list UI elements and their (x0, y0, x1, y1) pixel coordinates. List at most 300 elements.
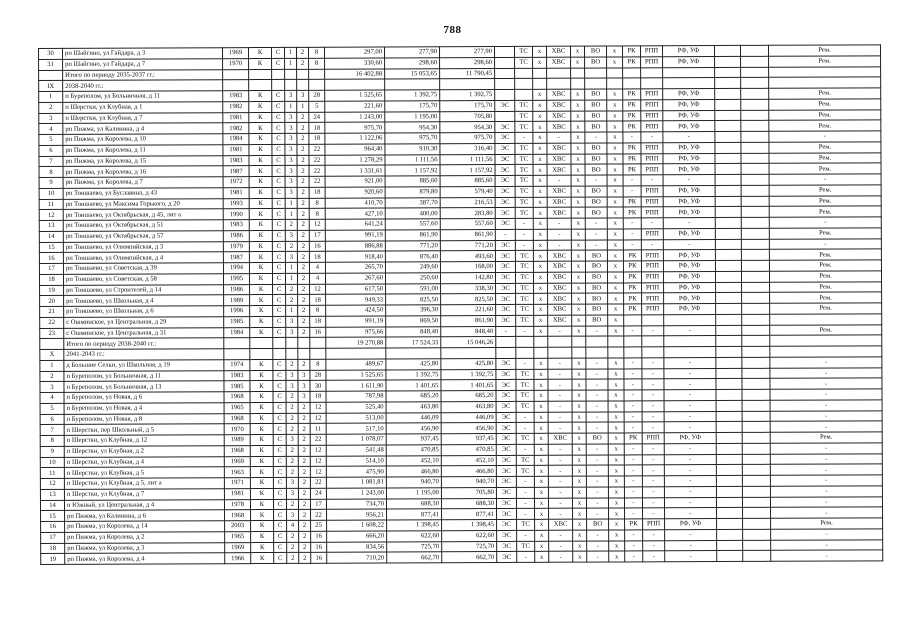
table-cell: - (516, 326, 534, 337)
table-cell: х (608, 444, 624, 455)
table-cell: 3 (286, 370, 298, 381)
table-cell: 1 081,81 (326, 477, 386, 488)
table-cell: 1984 (223, 134, 249, 145)
table-cell (286, 338, 298, 349)
table-cell: ЭС (495, 132, 515, 143)
table-cell: 175,70 (440, 100, 495, 111)
table-cell: 2 (299, 531, 311, 542)
table-cell (742, 443, 770, 454)
table-cell (716, 443, 742, 454)
table-cell: 17 (41, 532, 65, 543)
table-cell: 2 (298, 467, 310, 478)
table-cell: - (769, 131, 881, 142)
table-cell: рп Тоншаево, ул Октябрьская, д 57 (63, 230, 223, 241)
table-cell: ЭС (496, 412, 516, 423)
table-cell: С (272, 144, 285, 155)
table-cell: 2 (297, 219, 309, 230)
table-cell: РФ, УФ (663, 261, 715, 272)
table-cell (741, 174, 769, 185)
table-cell: х (534, 380, 548, 391)
table-cell: РК (624, 304, 642, 315)
table-cell (664, 347, 716, 358)
table-cell: х (608, 476, 624, 487)
table-cell: - (586, 444, 608, 455)
table-cell: ЭС (497, 541, 517, 552)
table-cell: 861,90 (441, 315, 496, 326)
table-cell: К (250, 370, 273, 381)
table-cell: 1995 (223, 273, 249, 284)
table-cell: К (250, 434, 273, 445)
table-cell: 617,50 (326, 283, 386, 294)
table-cell: 456,90 (441, 423, 496, 434)
table-cell: 877,41 (387, 509, 442, 520)
table-cell: 734,70 (326, 498, 386, 509)
table-cell: РФ, УФ (664, 293, 716, 304)
table-cell: - (642, 422, 664, 433)
table-cell: ЭС (496, 487, 516, 498)
table-cell: 825,50 (441, 294, 496, 305)
table-cell: - (548, 379, 572, 390)
table-cell: х (607, 143, 623, 154)
table-cell: 879,80 (385, 186, 440, 197)
table-cell: К (249, 123, 272, 134)
table-cell: С (272, 209, 285, 220)
table-cell: х (572, 315, 586, 326)
table-cell: 2 (298, 488, 310, 499)
table-cell (742, 314, 770, 325)
table-cell: - (623, 132, 641, 143)
table-cell: 16 (311, 542, 327, 553)
table-cell: 3 (286, 381, 298, 392)
table-cell: - (516, 444, 534, 455)
table-cell: ВО (585, 111, 607, 122)
table-cell (714, 45, 740, 56)
table-cell: 1 111,56 (385, 154, 440, 165)
table-cell: ЭС (495, 165, 515, 176)
table-cell: К (250, 499, 273, 510)
table-cell: РПП (641, 121, 663, 132)
table-cell (585, 78, 607, 89)
table-cell: - (770, 421, 882, 432)
table-cell (441, 348, 496, 359)
table-cell: 18 (309, 251, 325, 262)
table-cell: - (642, 379, 664, 390)
table-cell: - (585, 218, 607, 229)
table-cell: РК (623, 153, 641, 164)
table-cell (608, 336, 624, 347)
table-cell: 8 (309, 198, 325, 209)
table-cell (715, 239, 741, 250)
table-row (41, 550, 883, 564)
table-cell: 2 (286, 402, 298, 413)
table-cell (741, 228, 769, 239)
table-cell: - (664, 454, 716, 465)
table-cell: РФ, УФ (663, 185, 715, 196)
table-cell: - (643, 551, 665, 562)
table-cell: 1969 (224, 456, 250, 467)
table-cell (770, 314, 882, 325)
table-cell: х (571, 218, 585, 229)
table-cell (741, 131, 769, 142)
table-cell (742, 368, 770, 379)
table-cell: 13 (39, 220, 63, 231)
table-cell (273, 338, 286, 349)
table-cell: х (607, 132, 623, 143)
table-cell (586, 336, 608, 347)
table-cell: РФ, УФ (662, 46, 714, 57)
table-cell: ТС (516, 466, 534, 477)
table-cell: 221,60 (325, 101, 385, 112)
table-cell: 2 (299, 553, 311, 564)
table-cell: 3 (298, 370, 310, 381)
table-cell: х (534, 283, 548, 294)
table-cell (298, 348, 310, 359)
table-cell: 2 (287, 531, 299, 542)
table-cell: 2 (298, 402, 310, 413)
table-cell: 15 (41, 511, 65, 522)
table-cell: 3 (287, 510, 299, 521)
table-cell: 685,20 (386, 391, 441, 402)
table-cell: 1969 (225, 542, 251, 553)
table-cell: 1981 (224, 488, 250, 499)
table-cell: - (547, 240, 571, 251)
table-cell (741, 99, 769, 110)
table-cell: 475,90 (326, 466, 386, 477)
table-cell: К (250, 413, 273, 424)
table-cell: 1979 (223, 241, 249, 252)
table-cell: х (573, 508, 587, 519)
table-cell: 1 398,45 (387, 520, 442, 531)
table-cell: п Шерстки, ул Клубная, д 7 (64, 488, 224, 499)
table-cell: РПП (641, 164, 663, 175)
table-cell: - (586, 379, 608, 390)
table-cell: РК (623, 57, 641, 68)
table-cell: ХВС (547, 100, 571, 111)
table-cell: 3 (286, 488, 298, 499)
table-cell (297, 80, 309, 91)
table-cell: ЭС (497, 519, 517, 530)
table-cell: 1 (297, 101, 309, 112)
table-cell: 861,90 (440, 229, 495, 240)
table-cell: - (549, 541, 573, 552)
table-cell: х (572, 326, 586, 337)
table-cell: 8 (310, 359, 326, 370)
table-cell: х (572, 412, 586, 423)
table-cell: 1965 (224, 402, 250, 413)
table-cell: - (771, 529, 883, 540)
table-cell: - (642, 454, 664, 465)
table-cell (716, 314, 742, 325)
table-cell: ТС (515, 100, 533, 111)
table-cell: х (607, 229, 623, 240)
table-cell: 18 (310, 316, 326, 327)
table-cell: 15 046,26 (441, 337, 496, 348)
page-number: 788 (443, 24, 462, 36)
table-cell: п Буреполом, ул Новая, д 4 (64, 402, 224, 413)
table-cell: - (549, 551, 573, 562)
table-cell: 11 (310, 423, 326, 434)
table-cell: 2 (297, 112, 309, 123)
table-cell: 1 608,22 (327, 520, 387, 531)
table-cell: ХВС (548, 315, 572, 326)
table-cell: - (548, 444, 572, 455)
table-cell (742, 346, 770, 357)
table-cell (325, 79, 385, 90)
table-cell: - (586, 390, 608, 401)
table-cell (572, 347, 586, 358)
table-cell: 1972 (223, 177, 249, 188)
table-cell: 910,30 (385, 143, 440, 154)
table-cell: - (625, 530, 643, 541)
table-cell: ВО (585, 250, 607, 261)
table-cell: РФ, УФ (663, 99, 715, 110)
table-cell: х (607, 153, 623, 164)
table-cell: х (571, 175, 585, 186)
table-cell: х (608, 401, 624, 412)
table-cell: 15 (39, 242, 63, 253)
table-cell: К (250, 424, 273, 435)
table-cell: 662,70 (442, 552, 497, 563)
table-cell: 142,80 (440, 272, 495, 283)
table-cell (607, 78, 623, 89)
table-cell: х (572, 476, 586, 487)
table-cell: С (273, 402, 286, 413)
table-cell: 2 (297, 187, 309, 198)
table-cell: - (586, 401, 608, 412)
table-cell: 8 (309, 208, 325, 219)
table-cell: 16 (311, 531, 327, 542)
table-cell: К (249, 101, 272, 112)
table-cell: 10 (39, 188, 63, 199)
table-cell: 666,20 (327, 531, 387, 542)
table-cell: К (249, 262, 272, 273)
table-cell: рп Пижма, ул Королева, д 11 (63, 144, 223, 155)
table-cell (716, 357, 742, 368)
table-cell: 517,10 (326, 423, 386, 434)
table-cell: ВО (585, 207, 607, 218)
table-cell: 921,00 (325, 176, 385, 187)
table-cell: 427,10 (325, 208, 385, 219)
table-cell: х (533, 57, 547, 68)
table-cell (741, 78, 769, 89)
table-cell: 1983 (224, 370, 250, 381)
table-cell (642, 315, 664, 326)
table-cell (386, 348, 441, 359)
table-cell: 4 (309, 273, 325, 284)
table-cell: - (642, 465, 664, 476)
table-cell: ХВС (547, 154, 571, 165)
table-cell (310, 337, 326, 348)
table-cell: ЭС (495, 251, 515, 262)
table-cell: К (250, 456, 273, 467)
table-cell: Итого по периоду 2035-2037 гг.: (63, 69, 223, 80)
table-cell: 3 (285, 144, 297, 155)
table-cell: 1 331,61 (325, 165, 385, 176)
table-cell: 1983 (223, 220, 249, 231)
table-cell: - (624, 401, 642, 412)
table-cell: 22 (40, 317, 64, 328)
table-cell: х (572, 444, 586, 455)
table-cell: - (643, 530, 665, 541)
table-cell: - (642, 411, 664, 422)
table-cell: 876,40 (385, 251, 440, 262)
table-cell: 425,80 (441, 358, 496, 369)
table-cell (642, 347, 664, 358)
table-cell: РПП (641, 250, 663, 261)
table-cell: ВО (585, 261, 607, 272)
table-cell: 940,70 (386, 477, 441, 488)
table-cell: рп Пижма, ул Королева, д 14 (65, 521, 225, 532)
table-cell: К (250, 402, 273, 413)
table-cell: 168,00 (440, 262, 495, 273)
table-cell (641, 78, 663, 89)
table-cell (534, 347, 548, 358)
table-cell: 1987 (223, 252, 249, 263)
table-cell: - (624, 487, 642, 498)
table-cell: ВО (587, 519, 609, 530)
table-cell: 591,00 (386, 283, 441, 294)
table-cell: х (533, 197, 547, 208)
table-cell: 1965 (225, 531, 251, 542)
table-cell: С (273, 305, 286, 316)
table-cell: х (608, 282, 624, 293)
table-cell: - (625, 540, 643, 551)
table-cell: ЭС (496, 369, 516, 380)
table-cell: 2 (287, 542, 299, 553)
table-cell: - (624, 454, 642, 465)
table-cell: 265,70 (325, 262, 385, 273)
table-cell: с Ошминское, ул Центральная, д 31 (64, 327, 224, 338)
table-cell: - (665, 529, 717, 540)
table-cell: К (249, 58, 272, 69)
table-cell: К (250, 284, 273, 295)
table-cell (547, 78, 571, 89)
table-cell: ВО (585, 57, 607, 68)
table-cell: - (624, 379, 642, 390)
table-cell: - (548, 358, 572, 369)
table-cell: 1970 (224, 424, 250, 435)
table-cell: 1982 (223, 101, 249, 112)
table-cell: - (642, 476, 664, 487)
table-cell: - (548, 369, 572, 380)
table-cell (715, 164, 741, 175)
table-cell: 12 (310, 402, 326, 413)
table-cell: К (249, 112, 272, 123)
table-cell: х (533, 186, 547, 197)
table-cell (741, 239, 769, 250)
table-cell: С (272, 230, 285, 241)
table-cell (716, 497, 742, 508)
table-cell: - (625, 508, 643, 519)
table-cell: 1993 (223, 198, 249, 209)
table-cell: 1 (285, 101, 297, 112)
table-cell: - (625, 551, 643, 562)
table-cell: РФ, УФ (663, 207, 715, 218)
table-cell: РК (623, 207, 641, 218)
table-cell: 2 (298, 284, 310, 295)
table-cell: х (534, 423, 548, 434)
table-cell: ЭС (497, 552, 517, 563)
table-cell: 387,70 (385, 197, 440, 208)
table-cell: - (770, 389, 882, 400)
table-cell: ТС (515, 272, 533, 283)
table-cell (548, 336, 572, 347)
table-cell: Рем. (769, 99, 881, 110)
table-cell: РК (623, 250, 641, 261)
table-cell (286, 348, 298, 359)
table-cell: 710,20 (327, 552, 387, 563)
table-cell: 1968 (224, 413, 250, 424)
table-cell: х (534, 390, 548, 401)
table-cell: 400,00 (385, 208, 440, 219)
table-cell: х (571, 111, 585, 122)
table-cell: 18 (309, 187, 325, 198)
table-cell: х (608, 293, 624, 304)
table-cell: 267,60 (325, 273, 385, 284)
table-cell: 2041-2043 гг.: (64, 349, 224, 360)
table-cell: 579,40 (440, 186, 495, 197)
table-cell: ТС (516, 369, 534, 380)
table-cell: - (665, 540, 717, 551)
table-cell: - (624, 358, 642, 369)
table-cell: 4 (287, 520, 299, 531)
table-cell: 6 (40, 414, 64, 425)
table-cell: 250,60 (385, 272, 440, 283)
table-cell: - (663, 218, 715, 229)
table-cell: 622,60 (387, 530, 442, 541)
table-cell: 1 611,90 (326, 380, 386, 391)
table-cell: х (571, 261, 585, 272)
table-cell: - (548, 455, 572, 466)
table-cell: 975,66 (326, 326, 386, 337)
table-cell: 489,67 (326, 359, 386, 370)
table-cell: К (249, 252, 272, 263)
table-cell: ЭС (495, 143, 515, 154)
table-cell: - (517, 552, 535, 563)
table-cell: 1 195,00 (386, 487, 441, 498)
table-cell: - (586, 422, 608, 433)
table-cell: 2 (298, 499, 310, 510)
table-cell: 1974 (224, 359, 250, 370)
table-cell: 1985 (224, 381, 250, 392)
table-cell: 3 (286, 316, 298, 327)
table-cell (571, 78, 585, 89)
table-cell: ТС (516, 304, 534, 315)
table-cell (716, 303, 742, 314)
table-cell: - (642, 401, 664, 412)
table-cell (249, 69, 272, 80)
table-cell: х (607, 100, 623, 111)
table-cell: 283,80 (440, 208, 495, 219)
table-cell: - (516, 423, 534, 434)
table-cell: 2 (297, 198, 309, 209)
table-cell: Рем. (769, 152, 881, 163)
table-cell: 541,48 (326, 445, 386, 456)
table-cell: ВО (586, 304, 608, 315)
table-cell: 316,40 (440, 143, 495, 154)
table-cell: - (517, 509, 535, 520)
table-cell: 975,70 (440, 133, 495, 144)
table-cell: К (251, 531, 274, 542)
table-cell: х (571, 250, 585, 261)
table-cell: п Шерстки, пер Школьный, д 5 (64, 424, 224, 435)
table-cell: 16 (309, 241, 325, 252)
table-cell (740, 45, 768, 56)
table-cell: РПП (641, 196, 663, 207)
table-cell (741, 56, 769, 67)
table-cell: х (534, 444, 548, 455)
table-cell (515, 79, 533, 90)
